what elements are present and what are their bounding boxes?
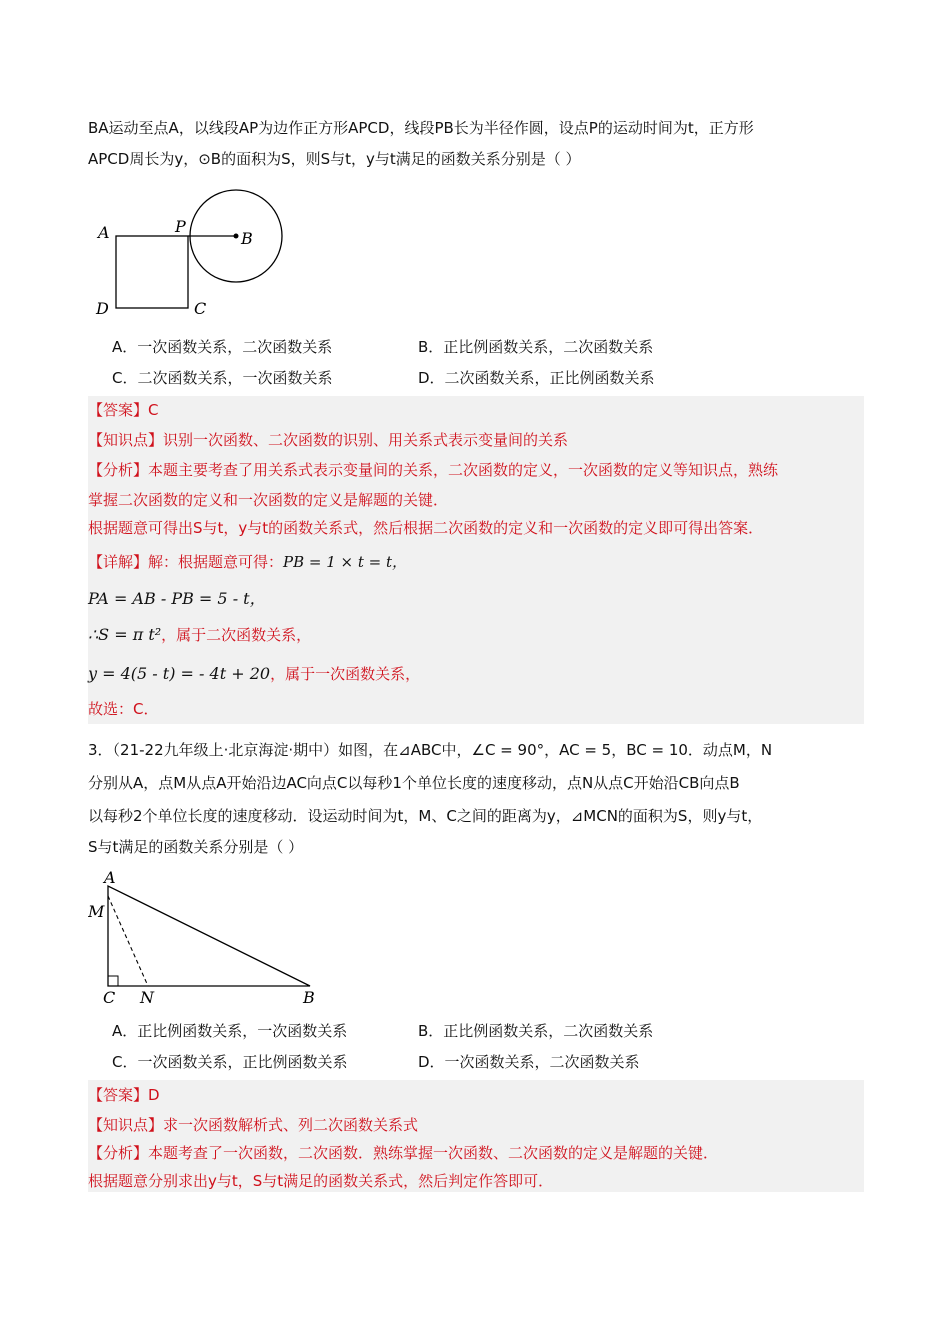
q2-stem-line2: APCD周长为y，⊙B的面积为S，则S与t，y与t满足的函数关系分别是（ ） — [88, 150, 581, 168]
q2-detail-eq4-line — [88, 664, 420, 684]
square-apcd — [116, 236, 188, 308]
q2-answer-box — [88, 396, 864, 724]
q2-detail-label: 【详解】解：根据题意可得： — [88, 553, 284, 571]
q3-answer-box — [88, 1080, 864, 1192]
label-c: C — [103, 988, 116, 1007]
label-p: P — [175, 217, 186, 236]
q2-detail-eq2: PA = AB - PB = 5 - t， — [88, 589, 266, 608]
q2-detail-eq3-math: ∴S = π t² — [88, 625, 162, 644]
label-n: N — [140, 988, 154, 1007]
q2-detail-eq4-math: y = 4(5 - t) = - 4t + 20 — [88, 664, 271, 683]
q2-detail-eq1: PB = 1 × t = t， — [283, 553, 408, 571]
q3-stem-line1: 3．（21-22九年级上·北京海淀·期中）如图，在⊿ABC中，∠C = 90°，AC = 5，BC = 10．动点M，N — [88, 741, 773, 759]
label-b: B — [303, 988, 315, 1007]
right-angle-mark — [108, 976, 118, 986]
q3-stem-line3: 以每秒2个单位长度的速度移动．设运动时间为t，M、C之间的距离为y，⊿MCN的面积为S，则y与t， — [88, 807, 763, 825]
q2-option-d[interactable]: D．二次函数关系，正比例函数关系 — [418, 369, 655, 387]
q2-option-c[interactable]: C．二次函数关系，一次函数关系 — [112, 369, 333, 387]
q3-stem-line4: S与t满足的函数关系分别是（ ） — [88, 838, 304, 856]
q2-detail-eq3-line — [88, 625, 311, 645]
label-a: A — [104, 868, 116, 887]
triangle-abc — [108, 886, 310, 986]
q3-analysis-line1: 【分析】本题考查了一次函数，二次函数．熟练掌握一次函数、二次函数的定义是解题的关键． — [88, 1144, 719, 1162]
q2-detail-line — [88, 552, 407, 572]
q3-option-d[interactable]: D．一次函数关系，二次函数关系 — [418, 1053, 640, 1071]
q2-detail-eq4-note: ，属于一次函数关系， — [270, 665, 421, 683]
q3-option-a[interactable]: A．正比例函数关系，一次函数关系 — [112, 1022, 348, 1040]
q2-figure — [88, 180, 308, 325]
label-m: M — [88, 902, 105, 921]
q2-analysis-line2: 掌握二次函数的定义和一次函数的定义是解题的关键． — [88, 491, 449, 509]
q3-knowledge-line: 【知识点】求一次函数解析式、列二次函数关系式 — [88, 1116, 419, 1134]
q2-option-b[interactable]: B．正比例函数关系，二次函数关系 — [418, 338, 654, 356]
q3-stem-line2: 分别从A，点M从点A开始沿边AC向点C以每秒1个单位长度的速度移动，点N从点C开始沿CB向点B — [88, 774, 740, 792]
q2-stem-line1: BA运动至点A，以线段AP为边作正方形APCD，线段PB长为半径作圆，设点P的运动时间为t，正方形 — [88, 119, 754, 137]
q3-figure — [88, 866, 328, 1008]
q3-option-b[interactable]: B．正比例函数关系，二次函数关系 — [418, 1022, 654, 1040]
q2-detail-eq3-note: ，属于二次函数关系， — [161, 626, 312, 644]
q2-conclusion: 故选：C． — [88, 700, 159, 718]
q2-analysis-line1: 【分析】本题主要考查了用关系式表示变量间的关系，二次函数的定义，一次函数的定义等知识点，熟练 — [88, 461, 779, 479]
q3-answer-line: 【答案】D — [88, 1086, 160, 1104]
label-d: D — [96, 299, 109, 318]
q3-analysis-line2: 根据题意分别求出y与t，S与t满足的函数关系式，然后判定作答即可． — [88, 1172, 554, 1190]
q3-option-c[interactable]: C．一次函数关系，正比例函数关系 — [112, 1053, 348, 1071]
segment-mn — [108, 896, 148, 986]
q2-answer-line: 【答案】C — [88, 401, 159, 419]
q2-option-a[interactable]: A．一次函数关系，二次函数关系 — [112, 338, 333, 356]
q2-knowledge-line: 【知识点】识别一次函数、二次函数的识别、用关系式表示变量间的关系 — [88, 431, 569, 449]
label-b: B — [241, 229, 253, 248]
label-c: C — [194, 299, 207, 318]
point-b — [234, 234, 239, 239]
q2-analysis-line3: 根据题意可得出S与t，y与t的函数关系式，然后根据二次函数的定义和一次函数的定义即可得出答案． — [88, 519, 764, 537]
label-a: A — [98, 223, 110, 242]
